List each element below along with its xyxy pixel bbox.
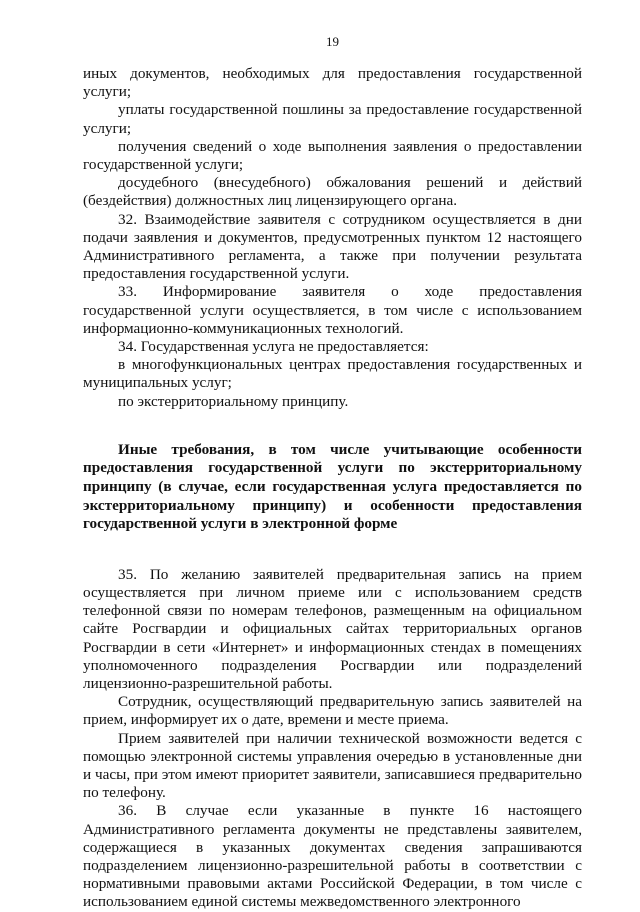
body-paragraph: 32. Взаимодействие заявителя с сотрудником осуществляется в дни подачи заявления и документов, предусмотренных пунктом 12 настоящего Административного регламента, а также при получении результата предоставления государственной услуги. xyxy=(83,210,582,283)
body-paragraph: Сотрудник, осуществляющий предварительную запись заявителей на прием, информирует их о дате, времени и месте приема. xyxy=(83,693,582,729)
body-paragraph: досудебного (внесудебного) обжалования решений и действий (бездействия) должностных лиц лицензирующего органа. xyxy=(83,174,582,210)
document-body xyxy=(83,65,582,912)
body-paragraph: 35. По желанию заявителей предварительная запись на прием осуществляется при личном приеме или с использованием средств телефонной связи по номерам телефонов, размещенным на официальном сайте Росгвардии и официальных сайтах территориальных органов Росгвардии в сети «Интернет» и информационных стендах в помещениях уполномоченного подразделения Росгвардии или подразделений лицензионно-разрешительной работы. xyxy=(83,565,582,693)
section-heading: Иные требования, в том числе учитывающие особенности предоставления государственной услуги по экстерриториальному принципу (в случае, если государственная услуга предоставляется по экстерриториальному принципу) и особенности предоставления государственной услуги в электронной форме xyxy=(83,440,582,533)
body-paragraph: 36. В случае если указанные в пункте 16 настоящего Административного регламента документы не представлены заявителем, содержащиеся в указанных документах сведения запрашиваются подразделением лицензионно-разрешительной работы в соответствии с нормативными правовыми актами Российской Федерации, в том числе с использованием единой системы межведомственного электронного xyxy=(83,802,582,911)
body-paragraph: Прием заявителей при наличии технической возможности ведется с помощью электронной системы управления очередью в установленные дни и часы, при этом имеют приоритет заявители, записавшиеся предварительно по телефону. xyxy=(83,729,582,802)
body-paragraph: уплаты государственной пошлины за предоставление государственной услуги; xyxy=(83,101,582,137)
body-paragraph: 33. Информирование заявителя о ходе предоставления государственной услуги осуществляется, в том числе с использованием информационно-коммуникационных технологий. xyxy=(83,283,582,337)
page-number: 19 xyxy=(326,34,339,49)
body-paragraph: 34. Государственная услуга не предоставляется: xyxy=(118,338,429,356)
paragraphs-after-heading xyxy=(83,566,582,912)
paragraphs-before-heading xyxy=(83,65,582,411)
body-paragraph: получения сведений о ходе выполнения заявления о предоставлении государственной услуги; xyxy=(83,137,582,174)
body-paragraph: по экстерриториальному принципу. xyxy=(118,392,349,410)
body-paragraph: иных документов, необходимых для предоставления государственной услуги; xyxy=(83,65,582,101)
body-paragraph: в многофункциональных центрах предоставления государственных и муниципальных услуг; xyxy=(83,356,582,392)
